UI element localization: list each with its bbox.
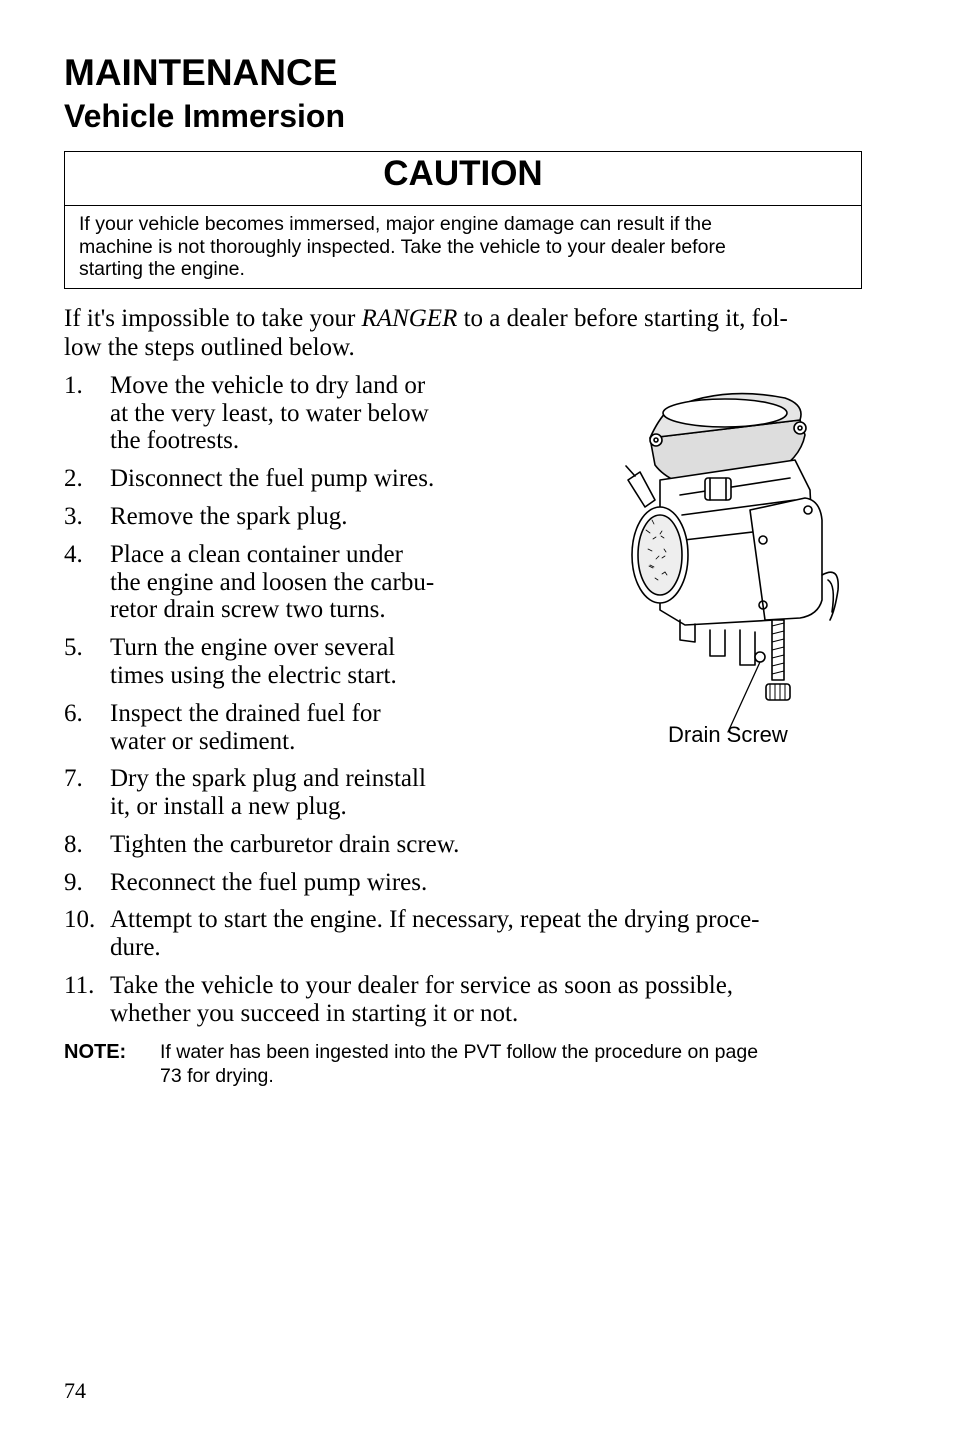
step-line: whether you succeed in starting it or not. — [110, 999, 519, 1027]
step-line: retor drain screw two turns. — [110, 596, 386, 623]
step-text — [110, 465, 434, 493]
note-text — [160, 1040, 864, 1088]
step-number: 5. — [64, 634, 83, 661]
step-text — [110, 765, 426, 820]
step-text — [110, 372, 429, 455]
step-line: Reconnect the fuel pump wires. — [110, 869, 428, 896]
caution-box — [64, 151, 862, 289]
step-text — [110, 972, 733, 1027]
page-title: Vehicle Immersion — [64, 98, 346, 134]
step-line: at the very least, to water below — [110, 399, 429, 427]
figure-caption: Drain Screw — [668, 722, 788, 747]
step-text — [110, 906, 760, 961]
caution-line: starting the engine. — [79, 258, 245, 280]
step-9 — [64, 869, 427, 897]
note-line: If water has been ingested into the PVT follow the procedure on page — [160, 1041, 759, 1063]
step-8 — [64, 831, 459, 859]
step-line: the engine and loosen the carbu- — [110, 568, 435, 596]
step-line: Remove the spark plug. — [110, 503, 348, 530]
step-6 — [64, 700, 381, 755]
step-number: 6. — [64, 700, 83, 727]
intro-text: to a dealer before starting it, fol- — [457, 305, 788, 332]
step-3 — [64, 503, 347, 531]
step-text — [110, 634, 397, 689]
carburetor-drawing — [600, 380, 860, 760]
step-number: 11. — [64, 972, 95, 999]
step-line: Inspect the drained fuel for — [110, 700, 381, 727]
step-line: Dry the spark plug and reinstall — [110, 765, 426, 792]
step-line: Tighten the carburetor drain screw. — [110, 831, 460, 858]
step-line: Take the vehicle to your dealer for service as soon as possible, — [110, 972, 734, 999]
caution-line: machine is not thoroughly inspected. Take the vehicle to your dealer before — [79, 235, 726, 258]
step-number: 1. — [64, 372, 83, 399]
section-title: MAINTENANCE — [64, 52, 338, 93]
step-number: 10. — [64, 906, 96, 933]
note-line: 73 for drying. — [160, 1065, 274, 1087]
step-line: it, or install a new plug. — [110, 792, 347, 820]
note — [64, 1040, 864, 1088]
caution-text — [65, 206, 861, 281]
step-text — [110, 700, 381, 755]
step-4 — [64, 541, 434, 624]
step-line: water or sediment. — [110, 727, 296, 755]
step-number: 8. — [64, 831, 83, 858]
step-text — [110, 831, 459, 859]
step-5 — [64, 634, 397, 689]
step-line: the footrests. — [110, 427, 240, 454]
step-line: Attempt to start the engine. If necessary, repeat the drying proce- — [110, 906, 760, 933]
page-number: 74 — [64, 1378, 86, 1403]
step-7 — [64, 765, 426, 820]
note-label: NOTE: — [64, 1041, 127, 1063]
step-10 — [64, 906, 760, 961]
step-text — [110, 541, 434, 624]
step-2 — [64, 465, 434, 493]
step-text — [110, 869, 427, 897]
intro-line: low the steps outlined below. — [64, 333, 355, 361]
step-line: dure. — [110, 933, 161, 961]
step-number: 4. — [64, 541, 83, 568]
step-number: 3. — [64, 503, 83, 530]
intro-paragraph — [64, 305, 864, 362]
step-line: Place a clean container under — [110, 541, 403, 568]
carburetor-illustration — [600, 380, 860, 760]
step-11 — [64, 972, 733, 1027]
step-line: Move the vehicle to dry land or — [110, 372, 426, 399]
intro-text: If it's impossible to take your — [64, 305, 362, 332]
step-number: 7. — [64, 765, 83, 792]
brand-name: RANGER — [361, 305, 458, 332]
step-number: 2. — [64, 465, 83, 492]
step-line: times using the electric start. — [110, 661, 397, 689]
caution-title: CAUTION — [65, 152, 861, 206]
caution-line: If your vehicle becomes immersed, major engine damage can result if the — [79, 213, 712, 235]
step-line: Disconnect the fuel pump wires. — [110, 465, 435, 492]
step-number: 9. — [64, 869, 83, 896]
step-text — [110, 503, 347, 531]
step-1 — [64, 372, 429, 455]
step-line: Turn the engine over several — [110, 634, 396, 661]
intro-line — [64, 305, 864, 334]
